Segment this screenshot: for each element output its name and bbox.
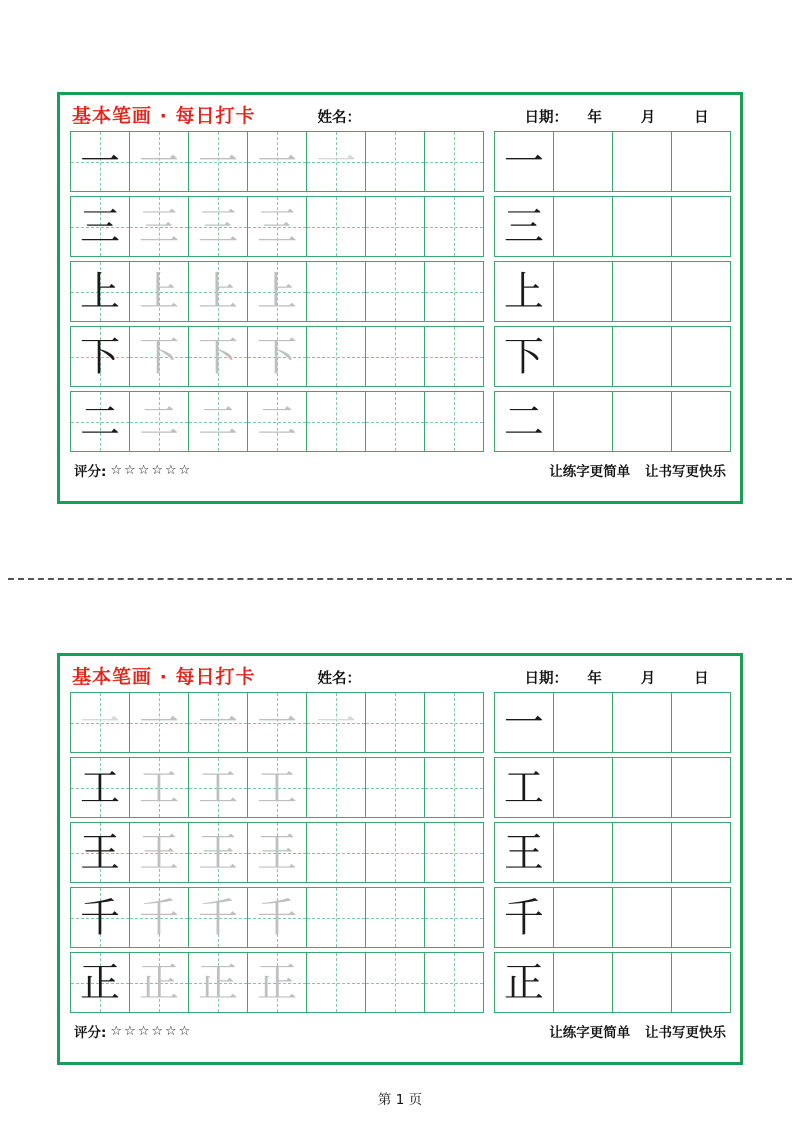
blank-practice-cell[interactable]: [424, 952, 484, 1013]
trace-cell[interactable]: [247, 261, 307, 322]
trace-cell[interactable]: [247, 196, 307, 257]
character-glyph-trace: 二: [257, 398, 298, 445]
character-glyph-trace: 工: [257, 764, 298, 811]
character-glyph-trace: 王: [198, 829, 239, 876]
trace-cell[interactable]: [188, 757, 248, 818]
blank-write-cell[interactable]: [553, 391, 613, 452]
model-cell-right[interactable]: [494, 391, 554, 452]
character-glyph-trace: 千: [257, 894, 298, 941]
trace-cell[interactable]: [188, 887, 248, 948]
trace-cell[interactable]: [188, 391, 248, 452]
blank-write-cell[interactable]: [553, 131, 613, 192]
character-glyph-trace: 一: [198, 699, 239, 746]
character-glyph: 正: [80, 959, 120, 1006]
year-label: 年: [587, 110, 602, 126]
trace-cell[interactable]: [129, 196, 189, 257]
blank-practice-cell[interactable]: [306, 326, 366, 387]
practice-row: [70, 131, 730, 192]
page-number: 第 1 页: [377, 1092, 423, 1108]
practice-row: [70, 196, 730, 257]
year-label: 年: [587, 671, 602, 687]
blank-write-cell[interactable]: [612, 391, 672, 452]
character-glyph-trace: 下: [198, 333, 239, 380]
blank-write-cell[interactable]: [671, 391, 731, 452]
trace-cell[interactable]: [188, 131, 248, 192]
blank-write-cell[interactable]: [671, 822, 731, 883]
slogan-left: 让练字更简单: [549, 464, 631, 480]
trace-cell[interactable]: [129, 391, 189, 452]
model-cell-right[interactable]: [494, 326, 554, 387]
trace-cell[interactable]: [129, 131, 189, 192]
character-glyph: 工: [80, 764, 120, 811]
sheet-header: [68, 101, 732, 131]
character-glyph: 下: [503, 333, 544, 380]
character-glyph: 上: [80, 268, 120, 315]
blank-write-cell[interactable]: [612, 757, 672, 818]
blank-write-cell[interactable]: [612, 131, 672, 192]
slogan-right: 让书写更快乐: [645, 1025, 726, 1041]
blank-write-cell[interactable]: [612, 822, 672, 883]
trace-cell[interactable]: [129, 887, 189, 948]
character-glyph-trace: 工: [198, 764, 239, 811]
character-glyph: 一: [80, 699, 120, 746]
character-glyph-trace: 一: [316, 699, 357, 746]
character-glyph-trace: 千: [139, 894, 180, 941]
trace-cell[interactable]: [188, 196, 248, 257]
model-cell[interactable]: [70, 391, 130, 452]
row-spacer: [483, 887, 494, 948]
trace-cell[interactable]: [129, 952, 189, 1013]
blank-write-cell[interactable]: [671, 326, 731, 387]
character-glyph-trace: 二: [139, 398, 180, 445]
character-glyph: 上: [503, 268, 544, 315]
trace-cell[interactable]: [129, 692, 189, 753]
slogan-right: 让书写更快乐: [645, 464, 726, 480]
practice-row: [70, 952, 730, 1013]
blank-practice-cell[interactable]: [424, 887, 484, 948]
blank-practice-cell[interactable]: [365, 131, 425, 192]
trace-cell[interactable]: [247, 887, 307, 948]
blank-practice-cell[interactable]: [306, 887, 366, 948]
date-field-label[interactable]: 日期：: [524, 671, 568, 687]
blank-practice-cell[interactable]: [424, 326, 484, 387]
blank-write-cell[interactable]: [671, 952, 731, 1013]
character-glyph: 一: [80, 138, 120, 185]
model-cell[interactable]: [70, 131, 130, 192]
date-field-label[interactable]: 日期：: [524, 110, 568, 126]
day-label: 日: [694, 671, 709, 687]
date-ymd-labels: [568, 106, 728, 127]
model-cell-right[interactable]: [494, 822, 554, 883]
blank-write-cell[interactable]: [671, 757, 731, 818]
trace-cell[interactable]: [247, 692, 307, 753]
character-glyph-trace: 一: [139, 699, 180, 746]
trace-cell[interactable]: [188, 952, 248, 1013]
row-spacer: [483, 952, 494, 1013]
model-cell[interactable]: [70, 692, 130, 753]
character-glyph-trace: 千: [198, 894, 239, 941]
character-glyph-trace: 三: [198, 203, 239, 250]
model-cell-right[interactable]: [494, 887, 554, 948]
day-label: 日: [694, 110, 709, 126]
blank-write-cell[interactable]: [671, 196, 731, 257]
practice-sheet-bottom: [57, 653, 743, 1065]
character-glyph-trace: 一: [198, 138, 239, 185]
blank-practice-cell[interactable]: [365, 391, 425, 452]
blank-write-cell[interactable]: [671, 887, 731, 948]
character-glyph: 正: [503, 959, 544, 1006]
score-stars[interactable]: ☆☆☆☆☆☆: [110, 462, 193, 478]
practice-rows-bottom: [68, 692, 732, 1013]
character-glyph: 二: [503, 398, 544, 445]
blank-practice-cell[interactable]: [306, 952, 366, 1013]
character-glyph-trace: 三: [257, 203, 298, 250]
blank-write-cell[interactable]: [553, 887, 613, 948]
blank-practice-cell[interactable]: [424, 822, 484, 883]
character-glyph-trace: 下: [257, 333, 298, 380]
blank-write-cell[interactable]: [612, 692, 672, 753]
blank-practice-cell[interactable]: [365, 692, 425, 753]
trace-cell[interactable]: [188, 261, 248, 322]
blank-practice-cell[interactable]: [365, 887, 425, 948]
score-label: 评分:: [74, 1025, 107, 1041]
row-spacer: [483, 757, 494, 818]
character-glyph-trace: 一: [139, 138, 180, 185]
model-cell[interactable]: [70, 326, 130, 387]
practice-row: [70, 887, 730, 948]
blank-write-cell[interactable]: [553, 757, 613, 818]
trace-cell[interactable]: [129, 757, 189, 818]
month-label: 月: [640, 110, 656, 126]
practice-row: [70, 757, 730, 818]
name-field-label[interactable]: 姓名：: [317, 671, 361, 687]
character-glyph-trace: 一: [316, 138, 357, 185]
slogan-left: 让练字更简单: [549, 1025, 631, 1041]
practice-row: [70, 391, 730, 452]
blank-write-cell[interactable]: [612, 261, 672, 322]
blank-practice-cell[interactable]: [306, 822, 366, 883]
trace-cell[interactable]: [306, 131, 366, 192]
trace-cell[interactable]: [188, 692, 248, 753]
row-spacer: [483, 822, 494, 883]
cut-line-divider: [8, 578, 792, 580]
model-cell-right[interactable]: [494, 952, 554, 1013]
sheet-title: 基本笔画 · 每日打卡: [72, 105, 256, 127]
blank-write-cell[interactable]: [553, 326, 613, 387]
model-cell-right[interactable]: [494, 692, 554, 753]
row-spacer: [483, 131, 494, 192]
blank-practice-cell[interactable]: [365, 822, 425, 883]
sheet-footer: [68, 1017, 732, 1041]
character-glyph-trace: 正: [139, 959, 180, 1006]
trace-cell[interactable]: [129, 822, 189, 883]
character-glyph-trace: 上: [198, 268, 239, 315]
trace-cell[interactable]: [247, 952, 307, 1013]
row-spacer: [483, 391, 494, 452]
blank-write-cell[interactable]: [612, 952, 672, 1013]
trace-cell[interactable]: [306, 692, 366, 753]
trace-cell[interactable]: [247, 326, 307, 387]
trace-cell[interactable]: [188, 822, 248, 883]
row-spacer: [483, 261, 494, 322]
date-ymd-labels: [568, 667, 728, 688]
model-cell[interactable]: [70, 887, 130, 948]
blank-practice-cell[interactable]: [365, 952, 425, 1013]
character-glyph-trace: 下: [139, 333, 180, 380]
blank-practice-cell[interactable]: [424, 261, 484, 322]
character-glyph-trace: 上: [139, 268, 180, 315]
model-cell-right[interactable]: [494, 757, 554, 818]
character-glyph: 三: [503, 203, 544, 250]
model-cell[interactable]: [70, 952, 130, 1013]
blank-write-cell[interactable]: [553, 692, 613, 753]
blank-practice-cell[interactable]: [424, 131, 484, 192]
model-cell[interactable]: [70, 822, 130, 883]
sheet-header: [68, 662, 732, 692]
character-glyph-trace: 三: [139, 203, 180, 250]
blank-practice-cell[interactable]: [306, 757, 366, 818]
trace-cell[interactable]: [247, 757, 307, 818]
model-cell-right[interactable]: [494, 131, 554, 192]
character-glyph: 千: [80, 894, 120, 941]
score-stars[interactable]: ☆☆☆☆☆☆: [110, 1023, 193, 1039]
blank-write-cell[interactable]: [553, 822, 613, 883]
trace-cell[interactable]: [129, 261, 189, 322]
blank-practice-cell[interactable]: [365, 261, 425, 322]
score-label: 评分:: [74, 464, 107, 480]
blank-write-cell[interactable]: [612, 196, 672, 257]
blank-practice-cell[interactable]: [306, 391, 366, 452]
practice-rows-top: [68, 131, 732, 452]
slogan: [539, 1021, 726, 1041]
row-spacer: [483, 196, 494, 257]
slogan: [539, 460, 726, 480]
name-field-label[interactable]: 姓名：: [317, 110, 361, 126]
model-cell[interactable]: [70, 196, 130, 257]
blank-practice-cell[interactable]: [365, 757, 425, 818]
character-glyph-trace: 二: [198, 398, 239, 445]
blank-write-cell[interactable]: [671, 692, 731, 753]
character-glyph: 王: [503, 829, 544, 876]
character-glyph: 工: [503, 764, 544, 811]
practice-row: [70, 822, 730, 883]
character-glyph: 千: [503, 894, 544, 941]
blank-practice-cell[interactable]: [365, 326, 425, 387]
character-glyph: 一: [503, 138, 544, 185]
blank-practice-cell[interactable]: [424, 757, 484, 818]
character-glyph-trace: 一: [257, 699, 298, 746]
trace-cell[interactable]: [188, 326, 248, 387]
blank-write-cell[interactable]: [612, 887, 672, 948]
character-glyph: 一: [503, 699, 544, 746]
character-glyph: 下: [80, 333, 120, 380]
model-cell[interactable]: [70, 261, 130, 322]
character-glyph-trace: 正: [198, 959, 239, 1006]
trace-cell[interactable]: [247, 822, 307, 883]
model-cell[interactable]: [70, 757, 130, 818]
blank-practice-cell[interactable]: [306, 261, 366, 322]
blank-practice-cell[interactable]: [424, 196, 484, 257]
character-glyph-trace: 工: [139, 764, 180, 811]
trace-cell[interactable]: [247, 391, 307, 452]
trace-cell[interactable]: [129, 326, 189, 387]
trace-cell[interactable]: [247, 131, 307, 192]
blank-practice-cell[interactable]: [306, 196, 366, 257]
row-spacer: [483, 692, 494, 753]
model-cell-right[interactable]: [494, 196, 554, 257]
character-glyph-trace: 上: [257, 268, 298, 315]
blank-write-cell[interactable]: [671, 261, 731, 322]
sheet-title: 基本笔画 · 每日打卡: [72, 666, 256, 688]
blank-write-cell[interactable]: [612, 326, 672, 387]
character-glyph-trace: 正: [257, 959, 298, 1006]
blank-practice-cell[interactable]: [365, 196, 425, 257]
character-glyph-trace: 王: [257, 829, 298, 876]
blank-write-cell[interactable]: [553, 952, 613, 1013]
practice-sheet-top: [57, 92, 743, 504]
practice-row: [70, 692, 730, 753]
row-spacer: [483, 326, 494, 387]
character-glyph-trace: 王: [139, 829, 180, 876]
character-glyph: 王: [80, 829, 120, 876]
character-glyph-trace: 一: [257, 138, 298, 185]
month-label: 月: [640, 671, 656, 687]
blank-write-cell[interactable]: [553, 196, 613, 257]
blank-write-cell[interactable]: [553, 261, 613, 322]
blank-practice-cell[interactable]: [424, 391, 484, 452]
model-cell-right[interactable]: [494, 261, 554, 322]
sheet-footer: [68, 456, 732, 480]
practice-row: [70, 261, 730, 322]
blank-practice-cell[interactable]: [424, 692, 484, 753]
practice-row: [70, 326, 730, 387]
blank-write-cell[interactable]: [671, 131, 731, 192]
character-glyph: 三: [80, 203, 120, 250]
character-glyph: 二: [80, 398, 120, 445]
